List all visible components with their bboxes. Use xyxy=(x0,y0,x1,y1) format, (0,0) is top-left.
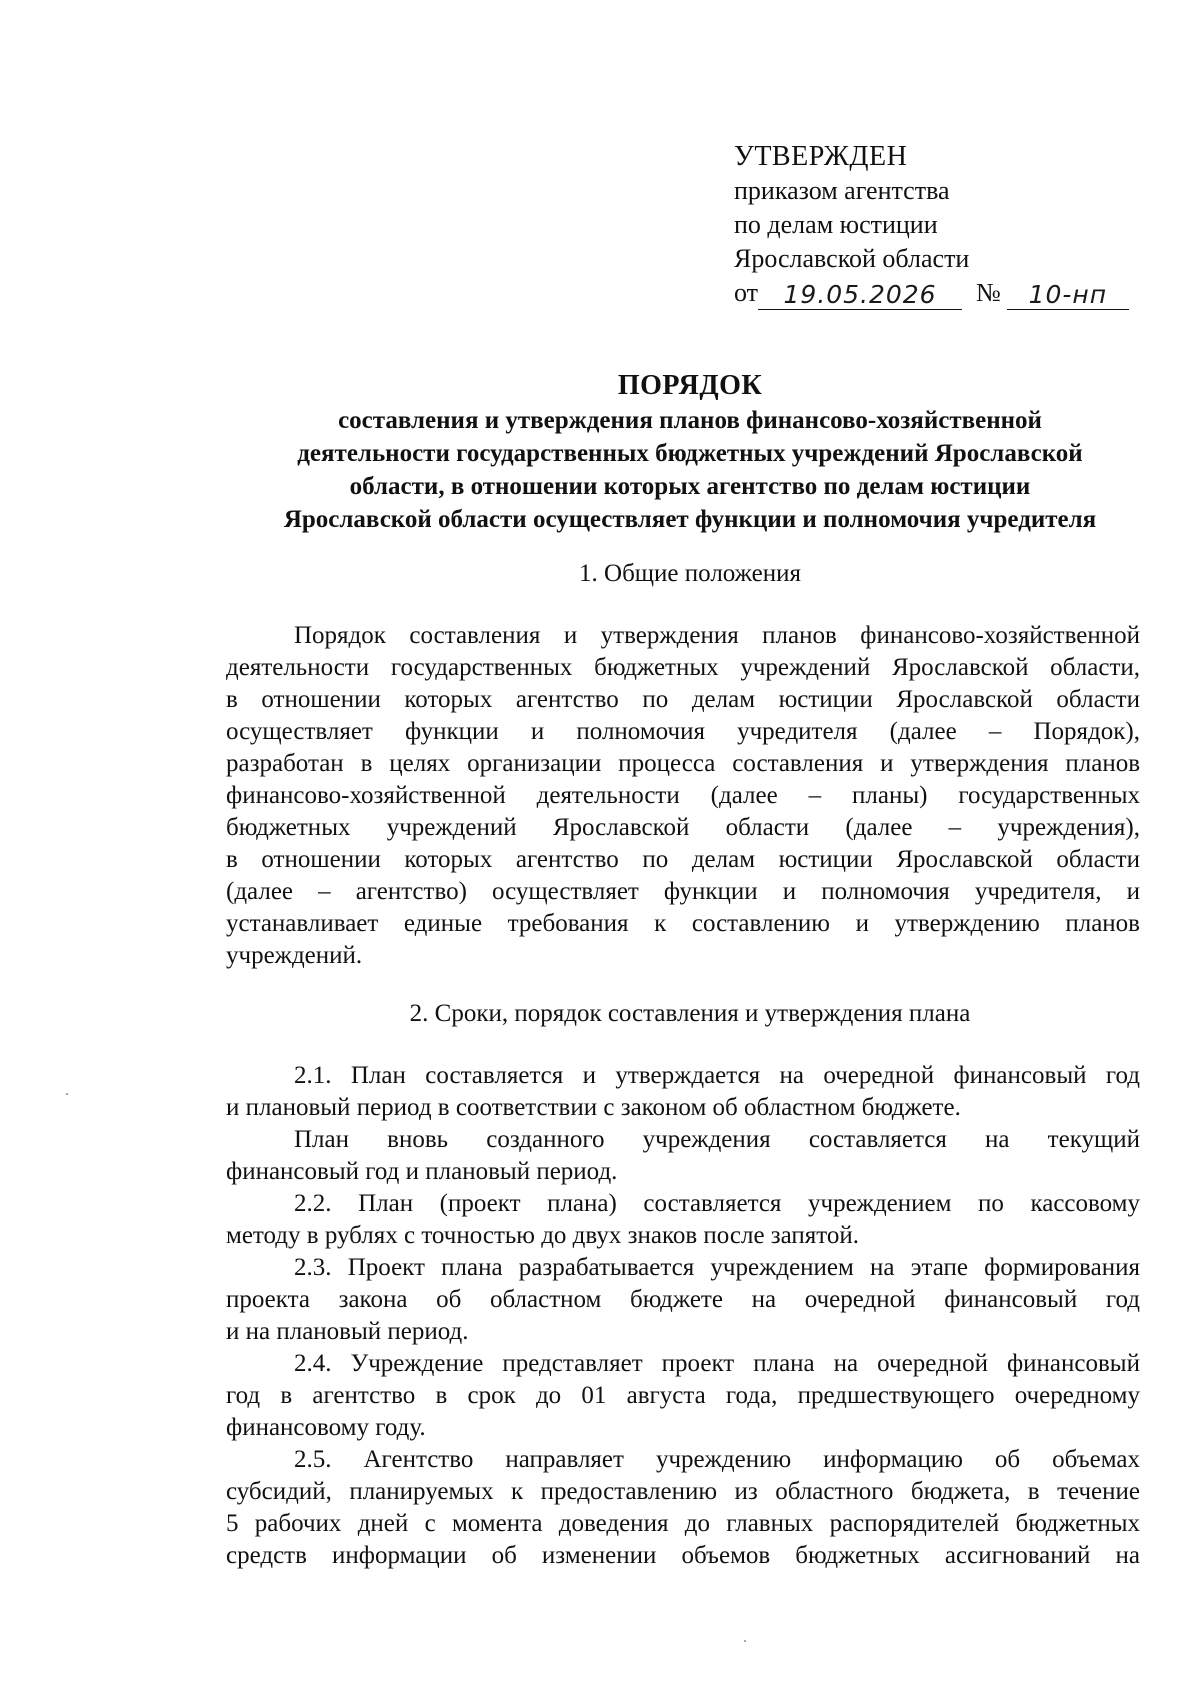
body-line: деятельности государственных бюджетных учреждений Ярославской области, xyxy=(226,654,1140,681)
approval-line-2: по делам юстиции xyxy=(734,210,938,239)
body-line: учреждений. xyxy=(226,942,363,969)
document-subtitle-line: деятельности государственных бюджетных учреждений Ярославской xyxy=(297,440,1083,467)
number-sign: № xyxy=(976,278,1001,307)
handwritten-date: 19.05.2026 xyxy=(758,281,962,310)
body-line: субсидий, планируемых к предоставлению из областного бюджета, в течение xyxy=(226,1478,1140,1505)
body-line: 2.3. Проект плана разрабатывается учреждением на этапе формирования xyxy=(294,1254,1140,1281)
body-line: бюджетных учреждений Ярославской области (далее – учреждения), xyxy=(226,814,1140,841)
document-title: ПОРЯДОК xyxy=(617,370,763,401)
body-line: осуществляет функции и полномочия учредителя (далее – Порядок), xyxy=(226,718,1140,745)
section-1-body xyxy=(226,620,1140,972)
body-line: разработан в целях организации процесса составления и утверждения планов xyxy=(226,750,1140,777)
document-subtitle-line: составления и утверждения планов финансово-хозяйственной xyxy=(338,407,1042,434)
body-line: в отношении которых агентство по делам юстиции Ярославской области xyxy=(226,846,1140,873)
document-subtitle-line: области, в отношении которых агентство по делам юстиции xyxy=(349,473,1031,500)
approval-date-row xyxy=(734,276,1174,310)
body-line: в отношении которых агентство по делам юстиции Ярославской области xyxy=(226,686,1140,713)
approval-title: УТВЕРЖДЕН xyxy=(734,141,908,172)
date-prefix: от xyxy=(734,278,759,307)
body-line: 2.4. Учреждение представляет проект плана на очередной финансовый xyxy=(294,1350,1140,1377)
approval-line-1: приказом агентства xyxy=(734,176,950,205)
body-line: 2.5. Агентство направляет учреждению информацию об объемах xyxy=(294,1446,1140,1473)
body-line: год в агентство в срок до 01 августа года, предшествующего очередному xyxy=(226,1382,1140,1409)
body-line: 2.2. План (проект плана) составляется учреждением по кассовому xyxy=(294,1190,1140,1217)
handwritten-number: 10-нп xyxy=(1007,281,1129,310)
body-line: финансово-хозяйственной деятельности (далее – планы) государственных xyxy=(226,782,1140,809)
body-line: Порядок составления и утверждения планов финансово-хозяйственной xyxy=(294,622,1140,649)
body-line: План вновь созданного учреждения составляется на текущий xyxy=(294,1126,1140,1153)
document-subtitle-line: Ярославской области осуществляет функции и полномочия учредителя xyxy=(283,506,1097,533)
body-line: устанавливает единые требования к составлению и утверждению планов xyxy=(226,910,1140,937)
scan-speck xyxy=(66,1093,68,1095)
body-line: и плановый период в соответствии с законом об областном бюджете. xyxy=(226,1094,961,1121)
body-line: и на плановый период. xyxy=(226,1318,469,1345)
approval-line-3: Ярославской области xyxy=(734,244,970,273)
approval-block xyxy=(734,140,1174,310)
section-1-heading: 1. Общие положения xyxy=(579,560,801,587)
body-line: проекта закона об областном бюджете на очередной финансовый год xyxy=(226,1286,1140,1313)
scan-speck xyxy=(744,1640,746,1642)
body-line: финансовому году. xyxy=(226,1414,426,1441)
body-line: 2.1. План составляется и утверждается на очередной финансовый год xyxy=(294,1062,1140,1089)
body-line: (далее – агентство) осуществляет функции и полномочия учредителя, и xyxy=(226,878,1140,905)
body-line: финансовый год и плановый период. xyxy=(226,1158,618,1185)
section-2-heading: 2. Сроки, порядок составления и утверждения плана xyxy=(409,1000,971,1027)
body-line: методу в рублях с точностью до двух знаков после запятой. xyxy=(226,1222,860,1249)
body-line: 5 рабочих дней с момента доведения до главных распорядителей бюджетных xyxy=(226,1510,1140,1537)
document-title-block xyxy=(220,368,1160,536)
body-line: средств информации об изменении объемов бюджетных ассигнований на xyxy=(226,1542,1140,1569)
section-2-body xyxy=(226,1060,1140,1572)
